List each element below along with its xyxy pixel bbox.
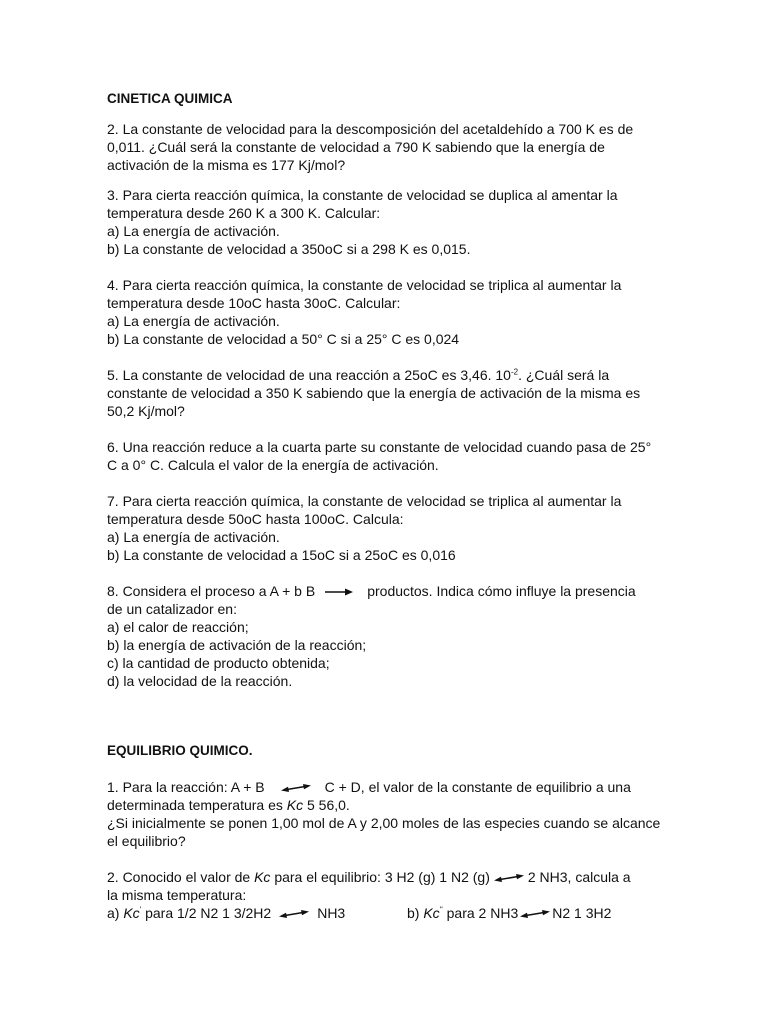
double-arrow-icon: [281, 783, 311, 793]
question-5: [107, 366, 663, 420]
question-parts-row: [107, 904, 663, 922]
question-text: 8. Considera el proceso a A + b B productos. Indica cómo influye la presencia: [107, 583, 636, 599]
question-line: de un catalizador en:: [107, 601, 237, 617]
question-part-a: a) La energía de activación.: [107, 223, 280, 239]
question-part-b: b) La constante de velocidad a 50° C si a 25° C es 0,024: [107, 331, 460, 347]
question-line: determinada temperatura es Kc 5 56,0.: [107, 797, 350, 813]
exponent: -2: [510, 367, 519, 377]
document-page: [107, 90, 663, 934]
question-3: [107, 186, 663, 258]
question-text: 5. La constante de velocidad de una reacción a 25oC es 3,46. $10^{-2}$. ¿Cuál será la constante de velocidad a 350 K sabiendo que la energía de activación de la misma es 50,2 Kj/mol?: [107, 367, 641, 419]
eq-question-2: [107, 868, 663, 922]
question-part-a: a) Kc' para 1/2 N2 1 3/2H2 NH3: [107, 905, 346, 921]
question-part-a: a) La energía de activación.: [107, 313, 280, 329]
question-7: [107, 492, 663, 564]
question-line: la misma temperatura:: [107, 887, 247, 903]
question-text: 1. Para la reacción: A + B C + D, el valor de la constante de equilibrio a una: [107, 779, 631, 795]
double-arrow-icon: [494, 873, 524, 883]
question-part-b: b) La constante de velocidad a 350oC si a 298 K es 0,015.: [107, 241, 471, 257]
question-text: 4. Para cierta reacción química, la constante de velocidad se triplica al aumentar la temperatura desde 10oC hasta 30oC. Calcular:: [107, 277, 622, 311]
question-part-b: b) la energía de activación de la reacción;: [107, 637, 367, 653]
question-text: 7. Para cierta reacción química, la constante de velocidad se triplica al aumentar la temperatura desde 50oC hasta 100oC. Calcula:: [107, 493, 622, 527]
question-text: 2. Conocido el valor de Kc para el equilibrio: 3 H2 (g) 1 N2 (g) 2 NH3, calcula a: [107, 869, 631, 885]
question-line: ¿Si inicialmente se ponen 1,00 mol de A y 2,00 moles de las especies cuando se alcance el equilibrio?: [107, 815, 661, 849]
question-text: 2. La constante de velocidad para la descomposición del acetaldehído a 700 K es de 0,011. ¿Cuál será la constante de velocidad a 790 K sabiendo que la energía de activación de la misma es 177 Kj/mol?: [107, 121, 634, 173]
question-6: [107, 438, 663, 474]
question-4: [107, 276, 663, 348]
question-text: 3. Para cierta reacción química, la constante de velocidad se duplica al amentar la temperatura desde 260 K a 300 K. Calcular:: [107, 187, 618, 221]
right-arrow-icon: [325, 587, 353, 597]
question-part-a: a) el calor de reacción;: [107, 619, 249, 635]
question-part-b: b) Kc'' para 2 NH3 N2 1 3H2: [407, 905, 612, 921]
section-title-equilibrio: EQUILIBRIO QUIMICO.: [107, 743, 253, 758]
double-arrow-icon: [279, 909, 309, 919]
question-part-d: d) la velocidad de la reacción.: [107, 673, 293, 689]
question-2: [107, 120, 663, 174]
question-part-b: b) La constante de velocidad a 15oC si a 25oC es 0,016: [107, 547, 456, 563]
question-part-a: a) La energía de activación.: [107, 529, 280, 545]
question-text: 6. Una reacción reduce a la cuarta parte su constante de velocidad cuando pasa de 25° C a 0° C. Calcula el valor de la energía de activación.: [107, 439, 652, 473]
double-arrow-icon: [520, 909, 550, 919]
question-part-c: c) la cantidad de producto obtenida;: [107, 655, 330, 671]
question-8: [107, 582, 663, 690]
eq-question-1: [107, 778, 663, 850]
section-title-cinetica: CINETICA QUIMICA: [107, 91, 233, 106]
